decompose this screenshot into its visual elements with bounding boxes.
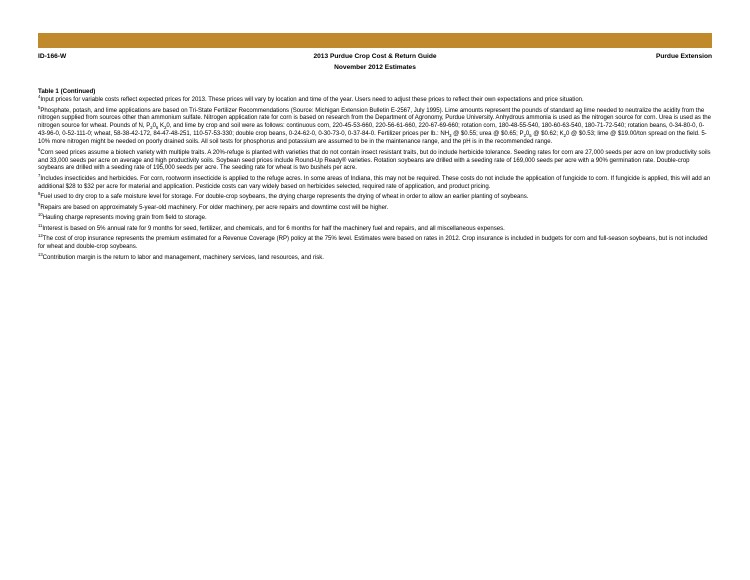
footnote-number: 7 (38, 172, 41, 178)
footnote-text: Interest is based on 5% annual rate for 9 months for seed, fertilizer, and chemicals, and for 6 months for half the machinery fuel and repairs, and all miscellaneous expenses. (42, 225, 505, 232)
footnote-text: @ $0.55; urea @ $0.65; P (451, 131, 524, 138)
footnotes (38, 94, 712, 265)
footnote-text: 0 (525, 131, 530, 138)
header-color-bar (38, 33, 712, 48)
footnote-text: 0, and lime by crop and soil were as follows: continuous corn, 220-45-53-660, 220-56-61-660, 220-67-69-660; rotation corn, 180-48-55-540, 180-60-63-540, 180-71-72-540; rotation beans, 0-34-80-0, 0-43-96-0, 0-52-111-0; wheat, 58-38-42-172, 84-47-48-251, 110-57-53-330; double crop beans, 0-24-62-0, 0-30-73-0, 0-37-84-0. Fertilizer prices per lb.: NH (38, 123, 705, 138)
footnote-number: 10 (38, 212, 43, 218)
footnote-text: Contribution margin is the return to labor and management, machinery services, land resources, and risk. (42, 254, 324, 261)
document-subtitle: November 2012 Estimates (334, 64, 416, 71)
footnote-text: Input prices for variable costs reflect expected prices for 2013. These prices will vary by location and time of the year. Users need to adjust these prices to reflect their own expectations and price situation. (40, 97, 584, 104)
footnote-number: 9 (38, 201, 41, 207)
footnote-text: Repairs are based on approximately 5-year-old machinery. For older machinery, per acre repairs and downtime cost will be higher. (40, 204, 389, 211)
footnote-7 (38, 172, 712, 192)
subscript: 2 (150, 125, 153, 131)
subscript: 2 (523, 133, 526, 139)
footnote-number: 11 (38, 222, 43, 228)
footnote-text: @ $0.62; K (531, 131, 564, 138)
footnote-text: Corn seed prices assume a biotech variety with multiple traits. A 20%-refuge is planted with varieties that do not contain insect resistant traits, but do include herbicide tolerance. Seeding rates for corn are 27,000 seeds per acre on low productivity soils and 33,000 seeds per acre on average and high productivity soils. Soybean seed prices include Round-Up Ready® varieties. Rotation soybeans are drilled with a seeding rate of 169,000 seeds per acre with a 90% germination rate. Double-crop soybeans are drilled with a seeding rate of 195,000 seeds per acre. The seeding rate for wheat is two bushels per acre. (38, 149, 711, 172)
footnote-9 (38, 201, 712, 213)
footnote-text: 0 @ $0.53; lime @ $19.00/ton spread on the field. 5-10% more nitrogen might be needed on poorly drained soils. All soil tests for phosphorus and potassium are assumed to be in the maintenance range, and the pH is in the recommended range. (38, 131, 707, 146)
document-title: 2013 Purdue Crop Cost & Return Guide (313, 53, 437, 60)
footnote-13 (38, 251, 712, 263)
document-id: ID-166-W (38, 53, 67, 60)
footnote-number: 6 (38, 146, 41, 152)
footnote-6 (38, 146, 712, 174)
section-title: Table 1 (Continued) (38, 88, 96, 95)
footnote-text: Includes insecticides and herbicides. For corn, rootworm insecticide is applied to the refuge acres. In some areas of Indiana, this may not be required. These costs do not include the application of fungicide to corn. If fungicide is applied, this will add an additional $28 to $32 per acre for material and application. Pesticide costs can vary widely based on herbicides selected, required rate of application, and product pricing. (38, 176, 711, 190)
footnote-4 (38, 94, 712, 105)
subscript: 5 (156, 125, 159, 131)
footnote-number: 4 (38, 94, 41, 99)
footnote-5 (38, 104, 712, 148)
subscript: 2 (164, 125, 167, 131)
subscript: 2 (563, 133, 566, 139)
footnote-text: Phosphate, potash, and lime applications are based on Tri-State Fertilizer Recommendations (Source: Michigan Extension Bulletin E-2567, July 1995). Lime amounts represent the pounds of standard ag lime needed to neutralize the acidity from the nitrogen supplied from sources other than ammonium sulfate. Nitrogen application rate for corn is based on research from the Department of Agronomy, Purdue University. Anhydrous ammonia is used as the nitrogen source for corn. Urea is used as the nitrogen source for wheat. Pounds of N, P (38, 107, 712, 130)
footnote-number: 5 (38, 104, 41, 110)
subscript: 5 (529, 133, 532, 139)
footnote-number: 13 (38, 251, 43, 257)
footnote-text: Hauling charge represents moving grain from field to storage. (42, 215, 207, 222)
footnote-11 (38, 222, 712, 234)
footnote-8 (38, 191, 712, 202)
footnote-text: K (158, 123, 165, 130)
footnote-text: Fuel used to dry crop to a safe moisture level for storage. For double-crop soybeans, the drying charge represents the drying of wheat in order to allow an earlier planting of soybeans. (40, 194, 529, 201)
footnote-text: The cost of crop insurance represents the premium estimated for a Revenue Coverage (RP) policy at the 75% level. Estimates were based on rates in 2012. Crop insurance is included in budgets for corn and full-season soybeans, but is not included for wheat and double-crop soybeans. (38, 236, 708, 251)
footnote-text: 0 (152, 123, 156, 130)
subscript: 3 (449, 133, 452, 139)
publisher-name: Purdue Extension (655, 53, 712, 60)
footnote-10 (38, 212, 712, 223)
footnote-number: 12 (38, 233, 43, 239)
footnote-12 (38, 233, 712, 252)
footnote-number: 8 (38, 191, 41, 197)
